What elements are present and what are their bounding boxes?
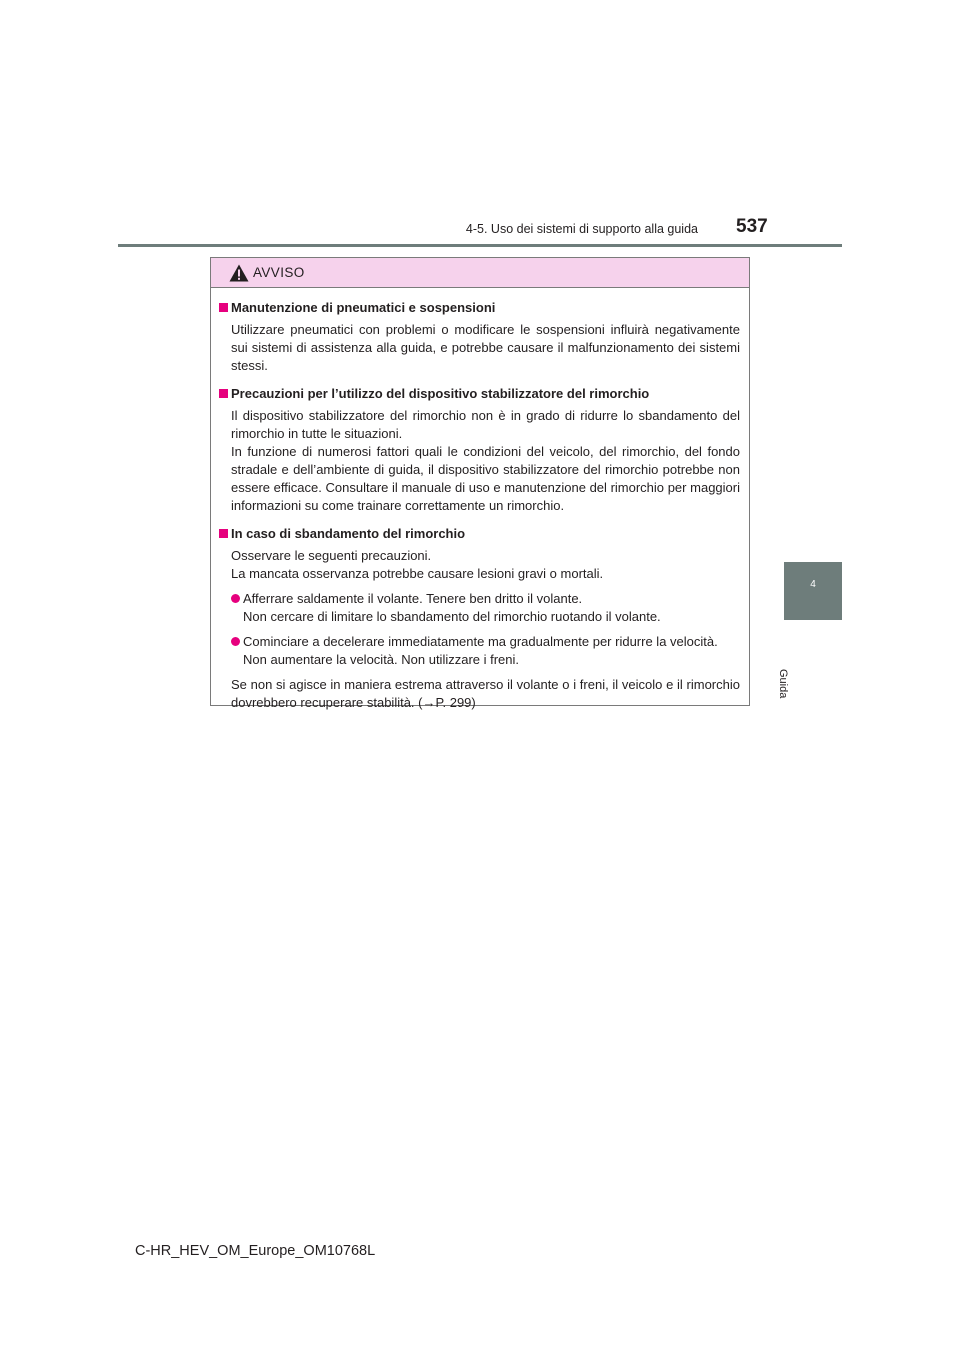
- list-item-line: Non aumentare la velocità. Non utilizzare i freni.: [243, 652, 520, 667]
- list-item: [231, 633, 740, 669]
- circle-bullet-icon: [231, 637, 240, 646]
- chapter-name: [777, 649, 807, 699]
- square-icon: [219, 389, 228, 398]
- section-heading: [219, 525, 740, 543]
- header-section-title: 4-5. Uso dei sistemi di supporto alla guida: [465, 222, 698, 236]
- section-paragraph: Il dispositivo stabilizzatore del rimorchio non è in grado di ridurre lo sbandamento del rimorchio in tutte le situazioni.: [231, 408, 740, 441]
- section-heading-text: In caso di sbandamento del rimorchio: [231, 526, 466, 541]
- warning-title: AVVISO: [253, 265, 305, 280]
- warning-header: [211, 258, 749, 288]
- warning-box: [210, 257, 750, 710]
- chapter-tab: [784, 562, 842, 620]
- section-paragraph: Utilizzare pneumatici con problemi o modificare le sospensioni influirà negativamente sui sistemi di assistenza alla guida, e potrebbe causare il malfunzionamento dei sistemi stessi.: [231, 322, 740, 373]
- document-code: C-HR_HEV_OM_Europe_OM10768L: [135, 1243, 376, 1259]
- list-item-line: Afferrare saldamente il volante. Tenere ben dritto il volante.: [243, 591, 583, 606]
- square-icon: [219, 303, 228, 312]
- header-divider: [118, 244, 842, 247]
- section-paragraph: La mancata osservanza potrebbe causare lesioni gravi o mortali.: [231, 566, 604, 581]
- closing-paragraph: Se non si agisce in maniera estrema attraverso il volante o i freni, il veicolo e il rimorchio dovrebbero recuperare stabilità. (→P. 299): [231, 677, 740, 710]
- section-paragraph: Osservare le seguenti precauzioni.: [231, 548, 432, 563]
- section-heading: [219, 385, 740, 403]
- square-icon: [219, 529, 228, 538]
- list-item-line: Cominciare a decelerare immediatamente ma gradualmente per ridurre la velocità.: [243, 634, 718, 649]
- section-heading: [219, 299, 740, 317]
- page-number: 537: [736, 216, 768, 237]
- list-item: [231, 590, 740, 626]
- chapter-name-label: Guida: [777, 669, 789, 699]
- circle-bullet-icon: [231, 594, 240, 603]
- list-item-line: Non cercare di limitare lo sbandamento del rimorchio ruotando il volante.: [243, 609, 661, 624]
- section-paragraph: In funzione di numerosi fattori quali le condizioni del veicolo, del rimorchio, del fondo stradale e dell’ambiente di guida, il dispositivo stabilizzatore del rimorchio potrebbe non essere efficace. Consultare il manuale di uso e manutenzione del rimorchio per maggiori informazioni su come trainare correttamente un rimorchio.: [231, 444, 740, 513]
- section-heading-text: Precauzioni per l’utilizzo del dispositivo stabilizzatore del rimorchio: [231, 386, 650, 401]
- warning-triangle-icon: [229, 264, 249, 282]
- chapter-number: 4: [810, 579, 816, 590]
- section-heading-text: Manutenzione di pneumatici e sospensioni: [231, 300, 496, 315]
- warning-body: [211, 288, 749, 712]
